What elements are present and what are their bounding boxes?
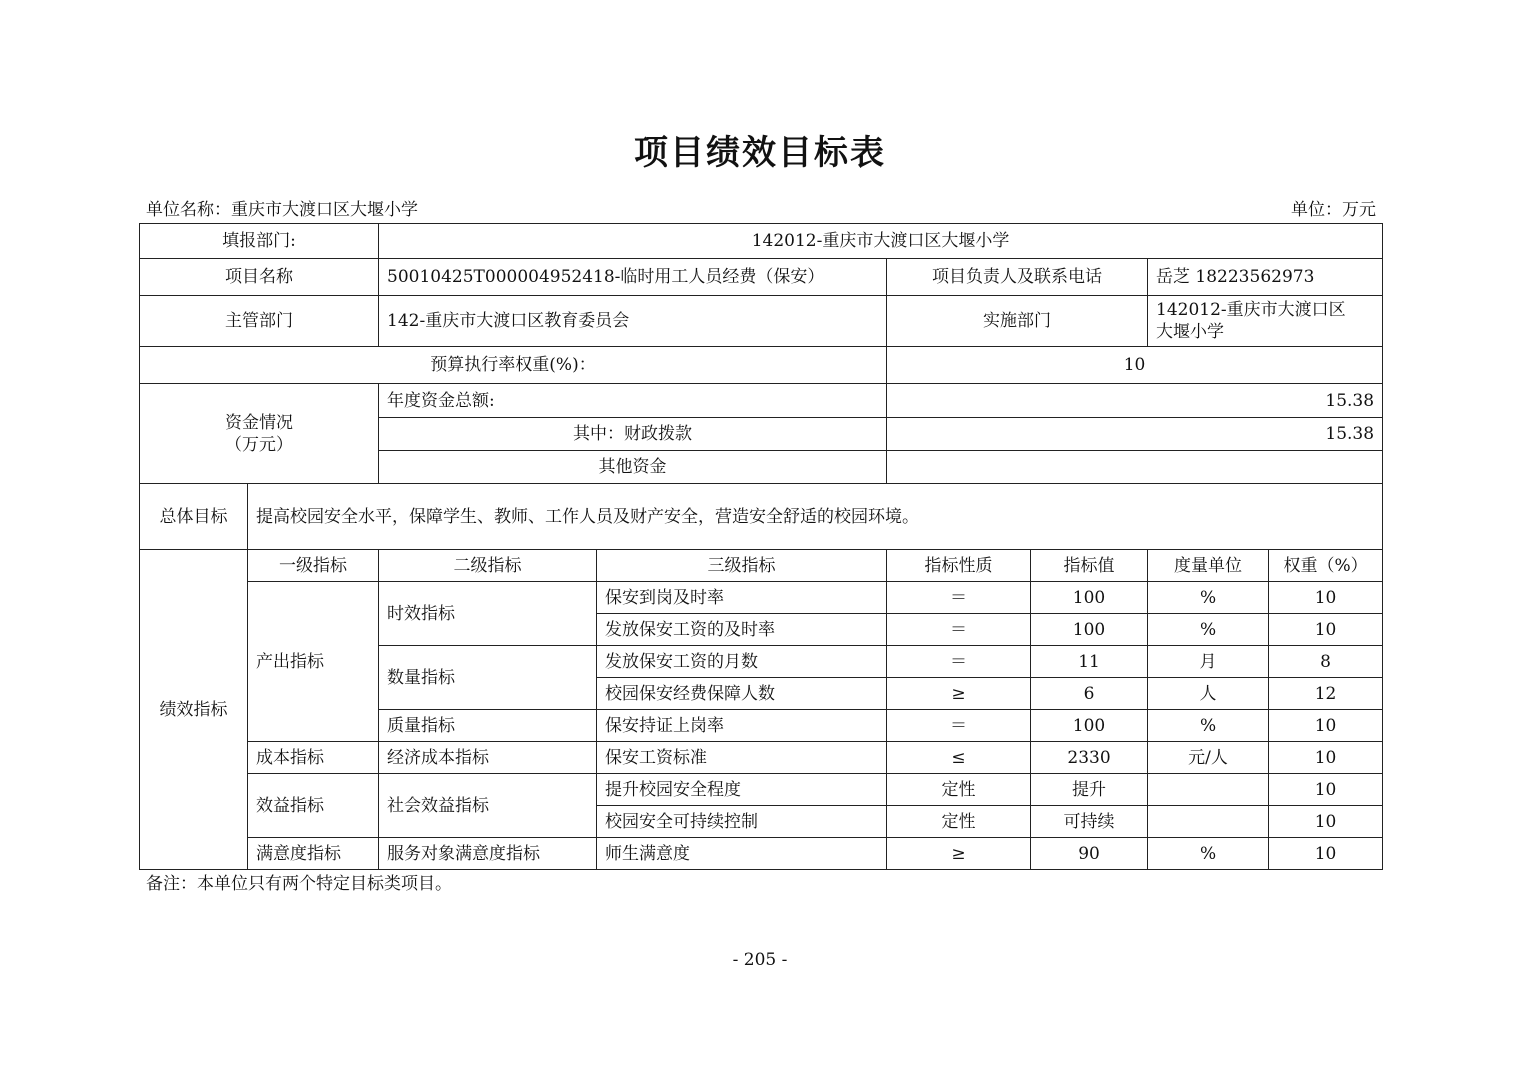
impl-label: 实施部门 [887, 296, 1148, 347]
perf-header-unit: 度量单位 [1148, 550, 1269, 582]
manager-label: 项目负责人及联系电话 [887, 259, 1148, 296]
perf-header-value: 指标值 [1031, 550, 1148, 582]
level2-timeliness: 时效指标 [379, 582, 597, 646]
indicator-value: 6 [1031, 678, 1148, 710]
unit-name: 单位名称：重庆市大渡口区大堰小学 [146, 200, 418, 220]
indicator-unit: % [1148, 582, 1269, 614]
level2-economic-cost: 经济成本指标 [379, 742, 597, 774]
indicator-name: 保安到岗及时率 [597, 582, 887, 614]
indicator-weight: 8 [1269, 646, 1383, 678]
level1-benefit: 效益指标 [248, 774, 379, 838]
currency-unit: 单位：万元 [1291, 200, 1376, 220]
indicator-name: 校园保安经费保障人数 [597, 678, 887, 710]
impl-value-line1: 142012-重庆市大渡口区 [1156, 300, 1346, 320]
project-name-value: 50010425T000004952418-临时用工人员经费（保安） [379, 259, 887, 296]
perf-header-nature: 指标性质 [887, 550, 1031, 582]
indicator-weight: 10 [1269, 742, 1383, 774]
indicator-nature: ≥ [887, 838, 1031, 870]
indicator-value: 100 [1031, 710, 1148, 742]
indicator-unit: % [1148, 838, 1269, 870]
budget-rate-label: 预算执行率权重(%)： [140, 347, 887, 384]
indicator-nature: 定性 [887, 806, 1031, 838]
level1-output: 产出指标 [248, 582, 379, 742]
perf-header-weight: 权重（%） [1269, 550, 1383, 582]
indicator-nature: ＝ [887, 614, 1031, 646]
indicator-unit [1148, 774, 1269, 806]
indicator-unit: 人 [1148, 678, 1269, 710]
indicator-weight: 12 [1269, 678, 1383, 710]
dept-value: 142012-重庆市大渡口区大堰小学 [379, 224, 1383, 259]
supervisor-label: 主管部门 [140, 296, 379, 347]
budget-rate-value: 10 [887, 347, 1383, 384]
indicator-name: 保安持证上岗率 [597, 710, 887, 742]
indicator-unit: % [1148, 710, 1269, 742]
goal-text: 提高校园安全水平，保障学生、教师、工作人员及财产安全，营造安全舒适的校园环境。 [248, 484, 1383, 550]
indicator-value: 100 [1031, 614, 1148, 646]
level2-quantity: 数量指标 [379, 646, 597, 710]
indicator-value: 2330 [1031, 742, 1148, 774]
indicator-name: 校园安全可持续控制 [597, 806, 887, 838]
indicator-name: 保安工资标准 [597, 742, 887, 774]
impl-value [1148, 296, 1383, 347]
level2-social-benefit: 社会效益指标 [379, 774, 597, 838]
indicator-nature: ≤ [887, 742, 1031, 774]
funds-other-label: 其他资金 [379, 451, 887, 484]
indicator-nature: ＝ [887, 646, 1031, 678]
funds-fiscal-value: 15.38 [887, 418, 1383, 451]
indicator-value: 可持续 [1031, 806, 1148, 838]
indicator-nature: 定性 [887, 774, 1031, 806]
indicator-value: 100 [1031, 582, 1148, 614]
indicator-unit: 月 [1148, 646, 1269, 678]
level2-quality: 质量指标 [379, 710, 597, 742]
level1-satisfaction: 满意度指标 [248, 838, 379, 870]
dept-label: 填报部门: [140, 224, 379, 259]
funds-label-line2: （万元） [225, 434, 293, 455]
footnote: 备注：本单位只有两个特定目标类项目。 [146, 874, 452, 894]
indicator-unit [1148, 806, 1269, 838]
indicator-name: 师生满意度 [597, 838, 887, 870]
indicator-value: 11 [1031, 646, 1148, 678]
funds-label-line1: 资金情况 [225, 412, 293, 433]
indicator-weight: 10 [1269, 582, 1383, 614]
indicator-value: 提升 [1031, 774, 1148, 806]
impl-value-line2: 大堰小学 [1156, 322, 1225, 342]
indicator-weight: 10 [1269, 774, 1383, 806]
indicator-nature: ≥ [887, 678, 1031, 710]
funds-other-value [887, 451, 1383, 484]
indicator-weight: 10 [1269, 614, 1383, 646]
project-name-label: 项目名称 [140, 259, 379, 296]
perf-header-level3: 三级指标 [597, 550, 887, 582]
indicator-weight: 10 [1269, 838, 1383, 870]
indicator-nature: ＝ [887, 710, 1031, 742]
indicator-unit: % [1148, 614, 1269, 646]
indicator-weight: 10 [1269, 806, 1383, 838]
goal-label: 总体目标 [140, 484, 248, 550]
indicator-weight: 10 [1269, 710, 1383, 742]
funds-fiscal-label: 其中：财政拨款 [379, 418, 887, 451]
funds-label [140, 384, 379, 484]
funds-total-value: 15.38 [887, 384, 1383, 418]
indicator-name: 发放保安工资的及时率 [597, 614, 887, 646]
funds-total-label: 年度资金总额: [379, 384, 887, 418]
indicator-nature: ＝ [887, 582, 1031, 614]
page-title: 项目绩效目标表 [634, 133, 886, 173]
indicator-value: 90 [1031, 838, 1148, 870]
perf-label: 绩效指标 [140, 550, 248, 870]
indicator-name: 发放保安工资的月数 [597, 646, 887, 678]
level2-service-satisfaction: 服务对象满意度指标 [379, 838, 597, 870]
performance-target-table [139, 223, 1383, 870]
indicator-name: 提升校园安全程度 [597, 774, 887, 806]
level1-cost: 成本指标 [248, 742, 379, 774]
manager-value: 岳芝 18223562973 [1148, 259, 1383, 296]
page-number: - 205 - [732, 950, 788, 970]
perf-header-level1: 一级指标 [248, 550, 379, 582]
indicator-unit: 元/人 [1148, 742, 1269, 774]
perf-header-level2: 二级指标 [379, 550, 597, 582]
supervisor-value: 142-重庆市大渡口区教育委员会 [379, 296, 887, 347]
